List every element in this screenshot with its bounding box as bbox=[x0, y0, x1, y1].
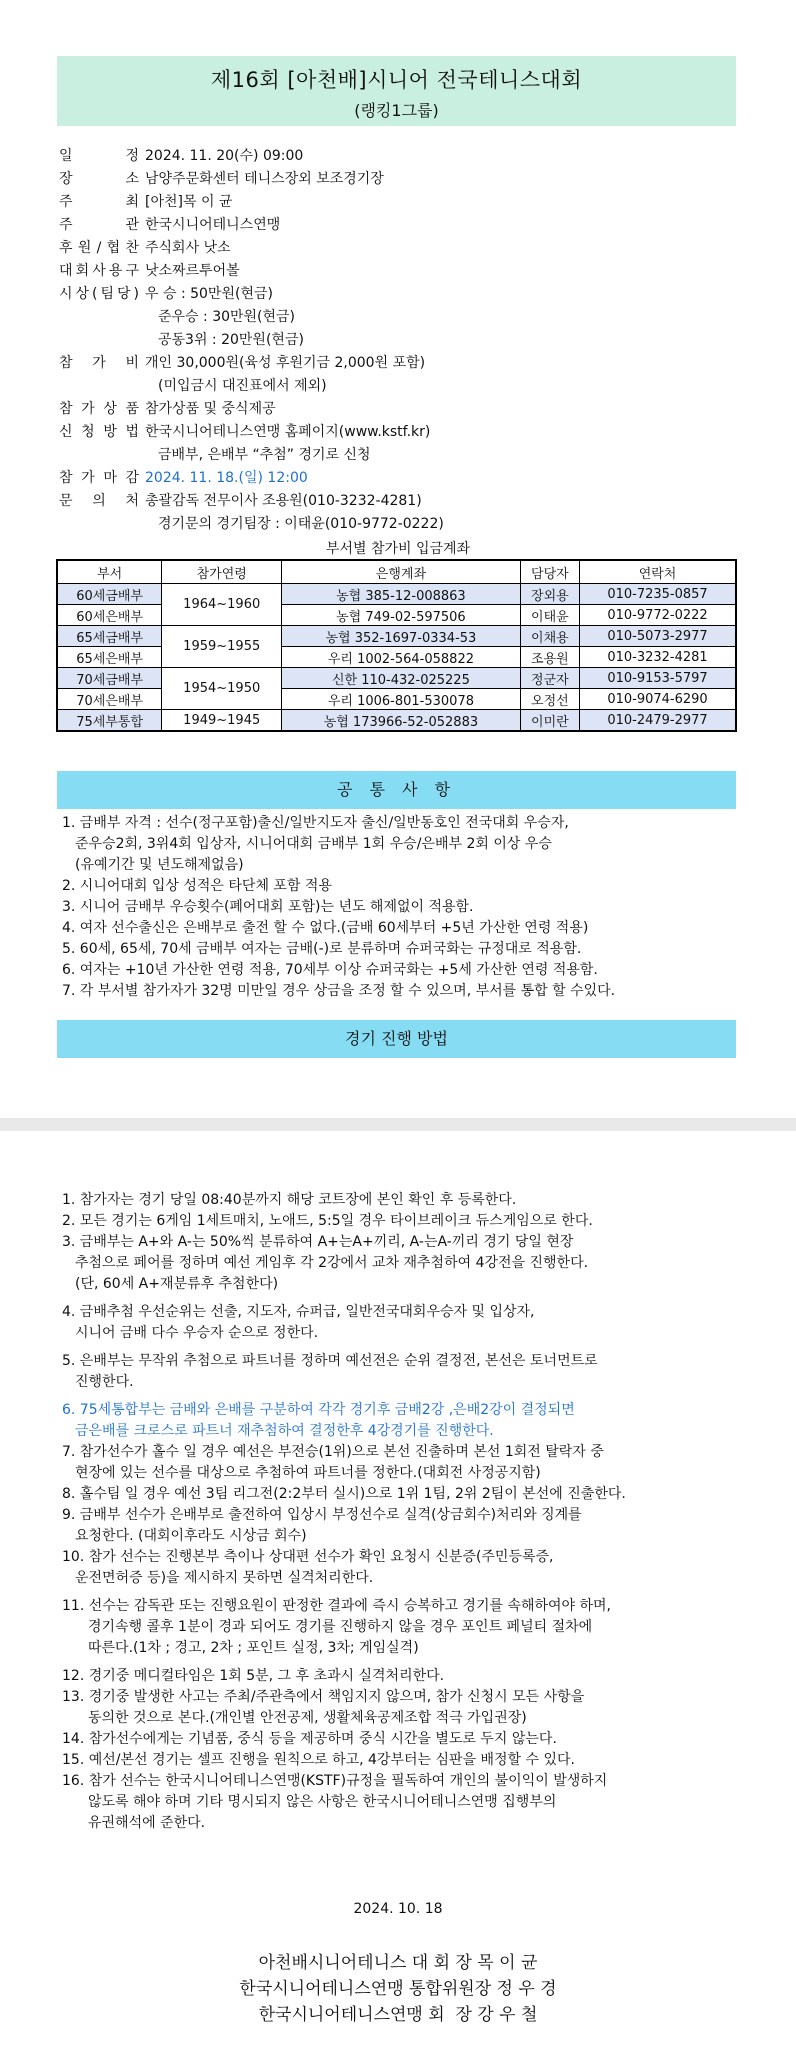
info-value: 남양주문화센터 테니스장외 보조경기장 bbox=[145, 171, 384, 187]
info-row bbox=[59, 260, 759, 283]
info-label: 문 의 처 bbox=[59, 493, 139, 509]
match-rule-line: (단, 60세 A+재분류후 추첨한다) bbox=[75, 1276, 279, 1292]
info-continuation: (미입금시 대진표에서 제외) bbox=[158, 378, 327, 394]
dept-cell: 70세은배부 bbox=[57, 689, 162, 710]
account-cell: 농협 749-02-597506 bbox=[282, 605, 521, 626]
table-row bbox=[57, 605, 736, 626]
match-rule-line: 금은배를 크로스로 파트너 재추첨하여 결정한후 4강경기를 진행한다. bbox=[75, 1423, 494, 1439]
match-rule-line: 14. 참가선수에게는 기념품, 중식 등을 제공하며 중식 시간을 별도로 두지 않는다. bbox=[62, 1731, 557, 1747]
info-row bbox=[59, 398, 759, 421]
phone-cell: 010-9772-0222 bbox=[580, 605, 736, 626]
match-rule-line: 6. 75세통합부는 금배와 은배를 구분하여 각각 경기후 금배2강 ,은배2강이 결정되면 bbox=[62, 1402, 575, 1418]
info-label: 일 정 bbox=[59, 148, 139, 164]
info-row bbox=[59, 214, 759, 237]
signature-block bbox=[0, 1950, 796, 2028]
info-row bbox=[59, 237, 759, 260]
table-row bbox=[57, 647, 736, 668]
manager-cell: 이채용 bbox=[520, 626, 579, 647]
match-rule-line: 유권해석에 준한다. bbox=[88, 1815, 206, 1831]
phone-cell: 010-2479-2977 bbox=[580, 710, 736, 732]
page-subtitle: (랭킹1그룹) bbox=[354, 101, 439, 120]
info-label: 참 가 마 감 bbox=[59, 470, 139, 486]
match-rule-line: 경기속행 콜후 1분이 경과 되어도 경기를 진행하지 않을 경우 포인트 페널티 절차에 bbox=[88, 1619, 593, 1635]
column-header: 참가연령 bbox=[162, 560, 282, 584]
page-title: 제16회 [아천배]시니어 전국테니스대회 bbox=[210, 68, 583, 92]
info-value: 낫소짜르투어볼 bbox=[145, 263, 240, 279]
info-value: [아천]목 이 균 bbox=[145, 194, 233, 210]
match-rule-line: 9. 금배부 선수가 은배부로 출전하여 입상시 부정선수로 실격(상금회수)처리와 징계를 bbox=[62, 1507, 582, 1523]
dept-cell: 65세은배부 bbox=[57, 647, 162, 668]
dept-cell: 75세부통합 bbox=[57, 710, 162, 732]
match-rule-line: 8. 홀수팀 일 경우 예선 3팀 리그전(2:2부터 실시)으로 1위 1팀, 2위 2팀이 본선에 진출한다. bbox=[62, 1486, 626, 1502]
signature-line: 한국시니어테니스연맹 회 장 강 우 철 bbox=[258, 2005, 538, 2025]
info-value: 한국시니어테니스연맹 홈페이지(www.kstf.kr) bbox=[145, 424, 431, 440]
info-label: 장 소 bbox=[59, 171, 139, 187]
manager-cell: 조용원 bbox=[520, 647, 579, 668]
info-label: 주 최 bbox=[59, 194, 139, 210]
account-cell: 농협 173966-52-052883 bbox=[282, 710, 521, 732]
info-value: 참가상품 및 중식제공 bbox=[145, 401, 276, 417]
issue-date: 2024. 10. 18 bbox=[353, 1901, 443, 1917]
match-rule-line: 7. 참가선수가 홀수 일 경우 예선은 부전승(1위)으로 본선 진출하며 본선 1회전 탈락자 중 bbox=[62, 1444, 604, 1460]
account-cell: 농협 385-12-008863 bbox=[282, 584, 521, 605]
common-rule-line: 준우승2회, 3위4회 입상자, 시니어대회 금배부 1회 우승/은배부 2회 이상 우승 bbox=[75, 836, 552, 852]
common-rule-line: (유예기간 및 년도해제없음) bbox=[75, 857, 244, 873]
dept-cell: 60세금배부 bbox=[57, 584, 162, 605]
info-label: 주 관 bbox=[59, 217, 139, 233]
fee-account-table bbox=[56, 559, 737, 732]
info-label: 신 청 방 법 bbox=[59, 424, 139, 440]
column-header: 은행계좌 bbox=[282, 560, 521, 584]
match-rule-line: 1. 참가자는 경기 당일 08:40분까지 해당 코트장에 본인 확인 후 등록한다. bbox=[62, 1192, 517, 1208]
info-value: 개인 30,000원(육성 후원기금 2,000원 포함) bbox=[145, 355, 426, 371]
info-label: 참 가 상 품 bbox=[59, 401, 139, 417]
info-label: 참 가 비 bbox=[59, 355, 139, 371]
column-header: 연락처 bbox=[580, 560, 736, 584]
info-value: 우 승 : 50만원(현금) bbox=[145, 286, 273, 302]
account-cell: 우리 1002-564-058822 bbox=[282, 647, 521, 668]
account-cell: 신한 110-432-025225 bbox=[282, 668, 521, 689]
common-rule-line: 6. 여자는 +10년 가산한 연령 적용, 70세부 이상 슈퍼국화는 +5세 가산한 연령 적용함. bbox=[62, 962, 598, 978]
manager-cell: 정군자 bbox=[520, 668, 579, 689]
common-rule-line: 2. 시니어대회 입상 성적은 타단체 포함 적용 bbox=[62, 878, 332, 894]
match-rule-line: 12. 경기중 메디컬타임은 1회 5분, 그 후 초과시 실격처리한다. bbox=[62, 1668, 445, 1684]
info-continuation: 준우승 : 30만원(현금) bbox=[158, 309, 296, 325]
manager-cell: 이미란 bbox=[520, 710, 579, 732]
phone-cell: 010-5073-2977 bbox=[580, 626, 736, 647]
column-header: 부서 bbox=[57, 560, 162, 584]
dept-cell: 70세금배부 bbox=[57, 668, 162, 689]
common-rules-list bbox=[62, 813, 782, 1002]
account-cell: 농협 352-1697-0334-53 bbox=[282, 626, 521, 647]
common-section-title: 공 통 사 항 bbox=[57, 771, 736, 809]
phone-cell: 010-9074-6290 bbox=[580, 689, 736, 710]
fee-table-header bbox=[57, 560, 736, 584]
match-rule-line: 11. 선수는 감독관 또는 진행요원이 판정한 결과에 즉시 승복하고 경기를 속해하여야 하며, bbox=[62, 1598, 612, 1614]
match-rule-line: 운전면허증 등)을 제시하지 못하면 실격처리한다. bbox=[75, 1570, 374, 1586]
info-value: 2024. 11. 20(수) 09:00 bbox=[145, 148, 304, 164]
match-rule-line: 3. 금배부는 A+와 A-는 50%씩 분류하여 A+는A+끼리, A-는A-끼리 경기 당일 현장 bbox=[62, 1234, 574, 1250]
phone-cell: 010-7235-0857 bbox=[580, 584, 736, 605]
match-rule-line: 15. 예선/본선 경기는 셀프 진행을 원칙으로 하고, 4강부터는 심판을 배정할 수 있다. bbox=[62, 1752, 575, 1768]
info-label: 후 원 / 협 찬 bbox=[59, 240, 139, 256]
info-row bbox=[59, 490, 759, 513]
info-row bbox=[59, 352, 759, 375]
info-continuation: 공동3위 : 20만원(현금) bbox=[158, 332, 304, 348]
match-rule-line: 추첨으로 페어를 정하며 예선 게임후 각 2강에서 교차 재추첨하여 4강전을 진행한다. bbox=[75, 1255, 589, 1271]
common-rule-line: 7. 각 부서별 참가자가 32명 미만일 경우 상금을 조정 할 수 있으며, 부서를 통합 할 수있다. bbox=[62, 983, 616, 999]
match-rule-line: 13. 경기중 발생한 사고는 주최/주관측에서 책임지지 않으며, 참가 신청시 모든 사항을 bbox=[62, 1689, 585, 1705]
manager-cell: 오정선 bbox=[520, 689, 579, 710]
table-row bbox=[57, 689, 736, 710]
event-info-list bbox=[59, 145, 759, 536]
common-rule-line: 4. 여자 선수출신은 은배부로 출전 할 수 없다.(금배 60세부터 +5년 가산한 연령 적용) bbox=[62, 920, 589, 936]
match-rule-line: 10. 참가 선수는 진행본부 측이나 상대편 선수가 확인 요청시 신분증(주민등록증, bbox=[62, 1549, 554, 1565]
match-rule-line: 시니어 금배 다수 우승자 순으로 정한다. bbox=[75, 1325, 319, 1341]
match-rule-line: 2. 모든 경기는 6게임 1세트매치, 노애드, 5:5일 경우 타이브레이크 듀스게임으로 한다. bbox=[62, 1213, 593, 1229]
dept-cell: 65세금배부 bbox=[57, 626, 162, 647]
phone-cell: 010-3232-4281 bbox=[580, 647, 736, 668]
table-row bbox=[57, 668, 736, 689]
info-row bbox=[59, 283, 759, 306]
match-rule-line: 동의한 것으로 본다.(개인별 안전공제, 생활체육공제조합 적극 가입권장) bbox=[88, 1710, 527, 1726]
info-continuation: 금배부, 은배부 “추첨” 경기로 신청 bbox=[158, 447, 371, 463]
signature-line: 아천배시니어테니스 대 회 장 목 이 균 bbox=[258, 1953, 538, 1973]
dept-cell: 60세은배부 bbox=[57, 605, 162, 626]
match-rule-line: 않도록 해야 하며 기타 명시되지 않은 사항은 한국시니어테니스연맹 집행부의 bbox=[88, 1794, 557, 1810]
age-cell: 1959~1955 bbox=[162, 626, 282, 668]
info-row bbox=[59, 168, 759, 191]
info-value: 주식회사 낫소 bbox=[145, 240, 231, 256]
common-rule-line: 5. 60세, 65세, 70세 금배부 여자는 금배(-)로 분류하며 슈퍼국화는 규정대로 적용함. bbox=[62, 941, 582, 957]
info-row bbox=[59, 421, 759, 444]
info-row bbox=[59, 145, 759, 168]
match-rule-line: 따른다.(1차 ; 경고, 2차 ; 포인트 실정, 3차; 게임실격) bbox=[88, 1640, 419, 1656]
common-rule-line: 3. 시니어 금배부 우승횟수(폐어대회 포함)는 년도 해제없이 적용함. bbox=[62, 899, 474, 915]
account-cell: 우리 1006-801-530078 bbox=[282, 689, 521, 710]
match-rule-line: 5. 은배부는 무작위 추첨으로 파트너를 정하며 예선전은 순위 결정전, 본선은 토너먼트로 bbox=[62, 1353, 598, 1369]
info-continuation: 경기문의 경기팀장 : 이태윤(010-9772-0222) bbox=[158, 516, 444, 532]
match-rule-line: 4. 금배추첨 우선순위는 선출, 지도자, 슈퍼급, 일반전국대회우승자 및 입상자, bbox=[62, 1304, 535, 1320]
match-rule-line: 16. 참가 선수는 한국시니어테니스연맹(KSTF)규정을 필독하여 개인의 불이익이 발생하지 bbox=[62, 1773, 608, 1789]
age-cell: 1964~1960 bbox=[162, 584, 282, 626]
table-row bbox=[57, 584, 736, 605]
info-row bbox=[59, 191, 759, 214]
signature-line: 한국시니어테니스연맹 통합위원장 정 우 경 bbox=[239, 1979, 557, 1999]
match-rule-line: 현장에 있는 선수를 대상으로 추첨하여 파트너를 정한다.(대회전 사정공지함) bbox=[75, 1465, 541, 1481]
match-rule-line: 요청한다. (대회이후라도 시상금 회수) bbox=[75, 1528, 307, 1544]
age-cell: 1949~1945 bbox=[162, 710, 282, 732]
info-row bbox=[59, 467, 759, 490]
manager-cell: 이태윤 bbox=[520, 605, 579, 626]
fee-table-title: 부서별 참가비 입금계좌 bbox=[325, 541, 471, 557]
table-row bbox=[57, 710, 736, 732]
column-header: 담당자 bbox=[520, 560, 579, 584]
table-row bbox=[57, 626, 736, 647]
info-value: 2024. 11. 18.(일) 12:00 bbox=[145, 470, 308, 486]
age-cell: 1954~1950 bbox=[162, 668, 282, 710]
title-banner bbox=[57, 56, 736, 126]
match-rule-line: 진행한다. bbox=[75, 1374, 134, 1390]
info-value: 한국시니어테니스연맹 bbox=[145, 217, 281, 233]
phone-cell: 010-9153-5797 bbox=[580, 668, 736, 689]
info-label: 대 회 사 용 구 bbox=[59, 263, 139, 279]
common-rule-line: 1. 금배부 자격 : 선수(정구포함)출신/일반지도자 출신/일반동호인 전국대회 우승자, bbox=[62, 815, 569, 831]
info-value: 총괄감독 전무이사 조용원(010-3232-4281) bbox=[145, 493, 422, 509]
match-rules-list bbox=[62, 1190, 782, 1834]
manager-cell: 장외용 bbox=[520, 584, 579, 605]
info-label: 시 상 ( 팀 당 ) bbox=[59, 286, 139, 302]
rules-section-title: 경기 진행 방법 bbox=[57, 1020, 736, 1058]
